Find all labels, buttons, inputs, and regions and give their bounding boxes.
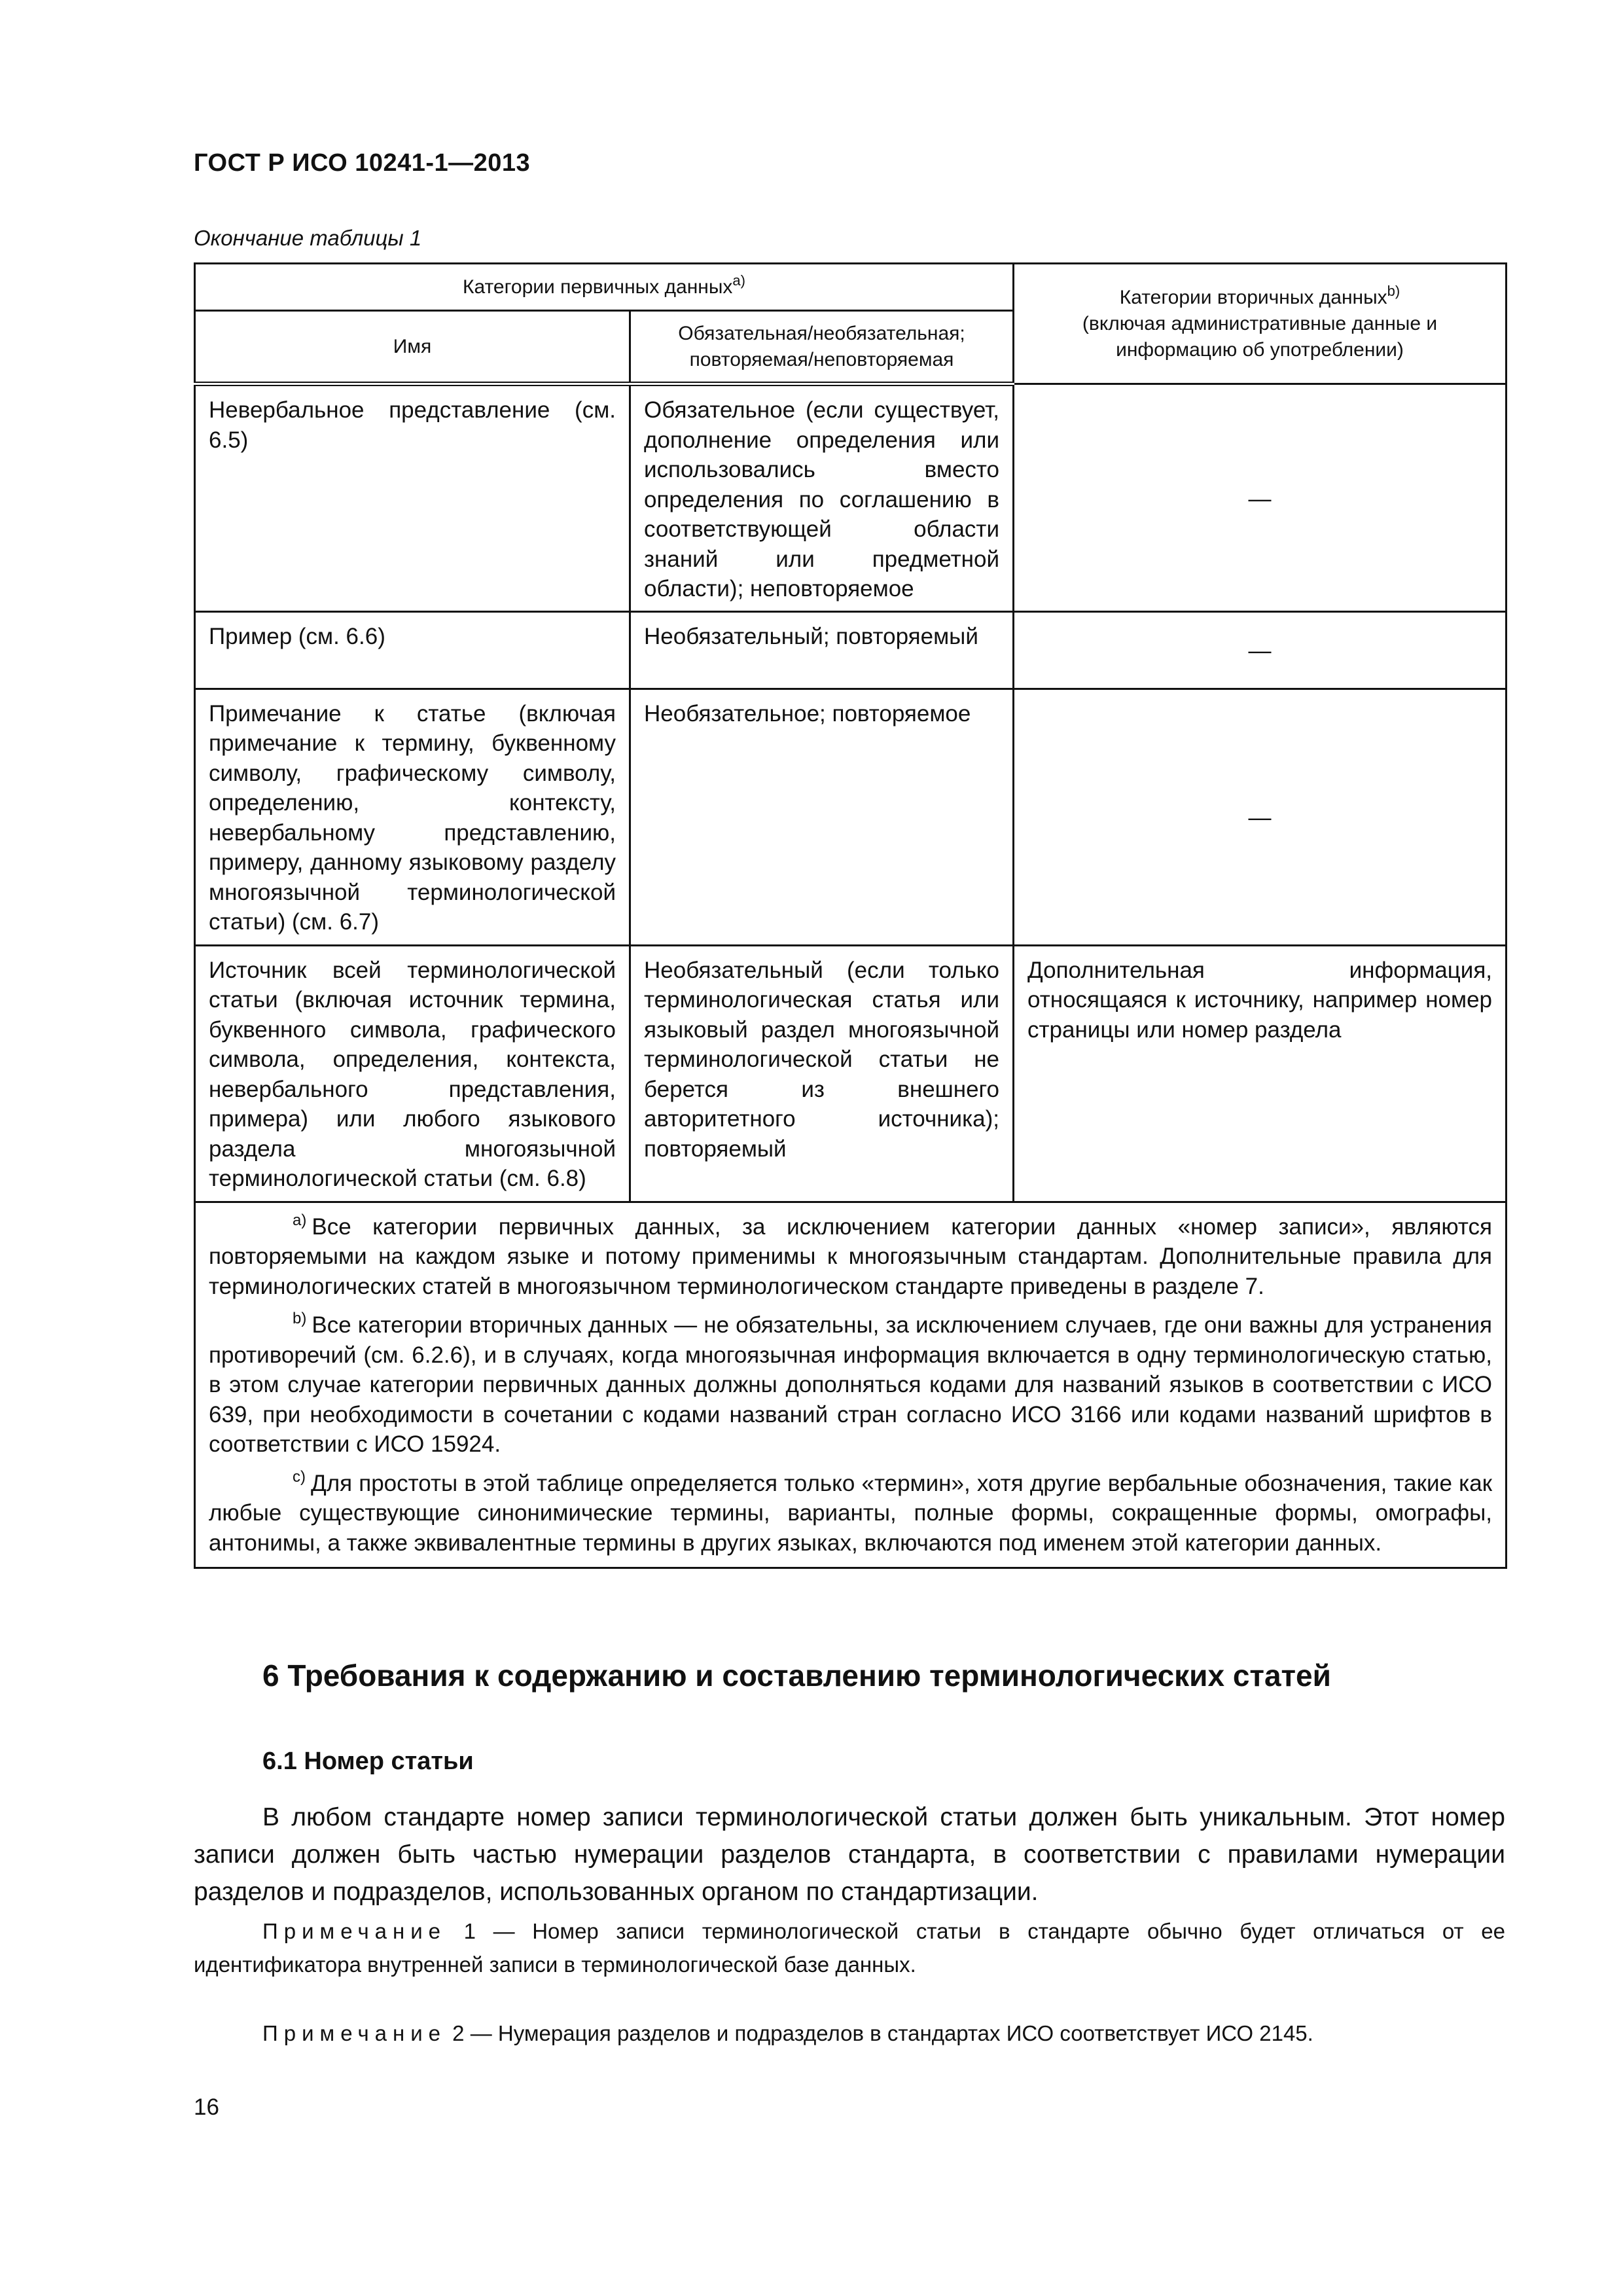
- primary-data-header: [195, 264, 1014, 311]
- name-column-header: Имя: [195, 311, 630, 384]
- table-row: [195, 384, 1507, 612]
- table-footnote: [209, 1212, 1492, 1302]
- footnote-marker: c): [293, 1467, 306, 1486]
- page-number: 16: [194, 2094, 219, 2120]
- row-obligation-cell: Необязательный (если только терминологическая статья или языковый раздел многоязычной терминологической статьи не берется из внешнего авторитетного источника); повторяемый: [630, 945, 1014, 1202]
- row-obligation-cell: Необязательное; повторяемое: [630, 689, 1014, 945]
- row-name-cell: Примечание к статье (включая примечание к термину, буквенному символу, графическому символу, определению, контексту, невербальному представлению, примеру, данному языковому разделу многоязычной терминологической статьи) (см. 6.7): [195, 689, 630, 945]
- data-categories-table: [194, 262, 1507, 1569]
- primary-data-header-label: Категории первичных данных: [463, 276, 733, 298]
- section-note: [194, 2017, 1505, 2050]
- table-footnotes-row: [195, 1202, 1507, 1568]
- footnote-marker: а): [293, 1211, 307, 1229]
- note-text: 2 — Нумерация разделов и подразделов в стандартах ИСО соответствует ИСО 2145.: [446, 2021, 1313, 2045]
- row-name-cell: Источник всей терминологической статьи (включая источник термина, буквенного символа, графического символа, определения, контекста, невербального представления, примера) или любого языкового раздела многоязычной терминологической статьи (см. 6.8): [195, 945, 630, 1202]
- secondary-data-header: [1014, 264, 1507, 384]
- row-secondary-cell: —: [1014, 384, 1507, 612]
- footnote-marker-a: а): [732, 272, 745, 289]
- table-footnotes: [195, 1202, 1507, 1568]
- table-caption: Окончание таблицы 1: [194, 226, 422, 250]
- table-footnote: [209, 1469, 1492, 1558]
- note-text: 1 — Номер записи терминологической статьи в стандарте обычно будет отличаться от ее идентификатора внутренней записи в терминологической базе данных.: [194, 1919, 1505, 1977]
- obligation-column-header: Обязательная/необязательная; повторяемая/неповторяемая: [630, 311, 1014, 384]
- table-row: [195, 945, 1507, 1202]
- subsection-title: 6.1 Номер статьи: [262, 1748, 474, 1775]
- footnote-text: Для простоты в этой таблице определяется только «термин», хотя другие вербальные обозначения, такие как любые существующие синонимические термины, варианты, полные формы, сокращенные формы, омографы, антонимы, а также эквивалентные термины в других языках, включаются под именем этой категории данных.: [209, 1470, 1493, 1556]
- row-name-cell: Невербальное представление (см. 6.5): [195, 384, 630, 612]
- table-row: [195, 611, 1507, 689]
- secondary-data-header-label: Категории вторичных данных: [1119, 286, 1387, 308]
- footnote-text: Все категории первичных данных, за исключением категории данных «номер записи», являются повторяемыми на каждом языке и потому применимы к многоязычным стандартам. Дополнительные правила для терминологических статей в многоязычном терминологическом стандарте приведены в разделе 7.: [209, 1213, 1493, 1299]
- section-title: 6 Требования к содержанию и составлению терминологических статей: [262, 1659, 1331, 1693]
- footnote-text: Все категории вторичных данных — не обязательны, за исключением случаев, где они важны для устранения противоречий (см. 6.2.6), и в случаях, когда многоязычная информация включается в одну терминологическую статью, в этом случае категории первичных данных должны дополняться кодами для названий языков в соответствии с ИСО 639, при необходимости в сочетании с кодами названий стран согласно ИСО 3166 или кодами названий шрифтов в соответствии с ИСО 15924.: [209, 1312, 1493, 1457]
- table-row: [195, 689, 1507, 945]
- row-secondary-cell: Дополнительная информация, относящаяся к источнику, например номер страницы или номер раздела: [1014, 945, 1507, 1202]
- footnote-marker-b: b): [1387, 282, 1400, 299]
- footnote-marker: b): [293, 1310, 307, 1327]
- table-header-row: [195, 264, 1507, 311]
- note-label: Примечание: [262, 2021, 447, 2045]
- secondary-data-header-note: (включая административные данные и информацию об употреблении): [1082, 312, 1438, 361]
- row-obligation-cell: Необязательный; повторяемый: [630, 611, 1014, 689]
- document-code: ГОСТ Р ИСО 10241-1—2013: [194, 149, 531, 177]
- note-label: Примечание: [262, 1919, 447, 1943]
- row-secondary-cell: —: [1014, 611, 1507, 689]
- row-secondary-cell: —: [1014, 689, 1507, 945]
- row-name-cell: Пример (см. 6.6): [195, 611, 630, 689]
- section-paragraph: В любом стандарте номер записи терминологической статьи должен быть уникальным. Этот номер записи должен быть частью нумерации разделов стандарта, в соответствии с правилами нумерации разделов и подразделов, использованных органом по стандартизации.: [194, 1803, 1505, 1906]
- section-note: [194, 1914, 1505, 1981]
- table-footnote: [209, 1310, 1492, 1460]
- row-obligation-cell: Обязательное (если существует, дополнение определения или использовались вместо определения по соглашению в соответствующей области знаний или предметной области); неповторяемое: [630, 384, 1014, 612]
